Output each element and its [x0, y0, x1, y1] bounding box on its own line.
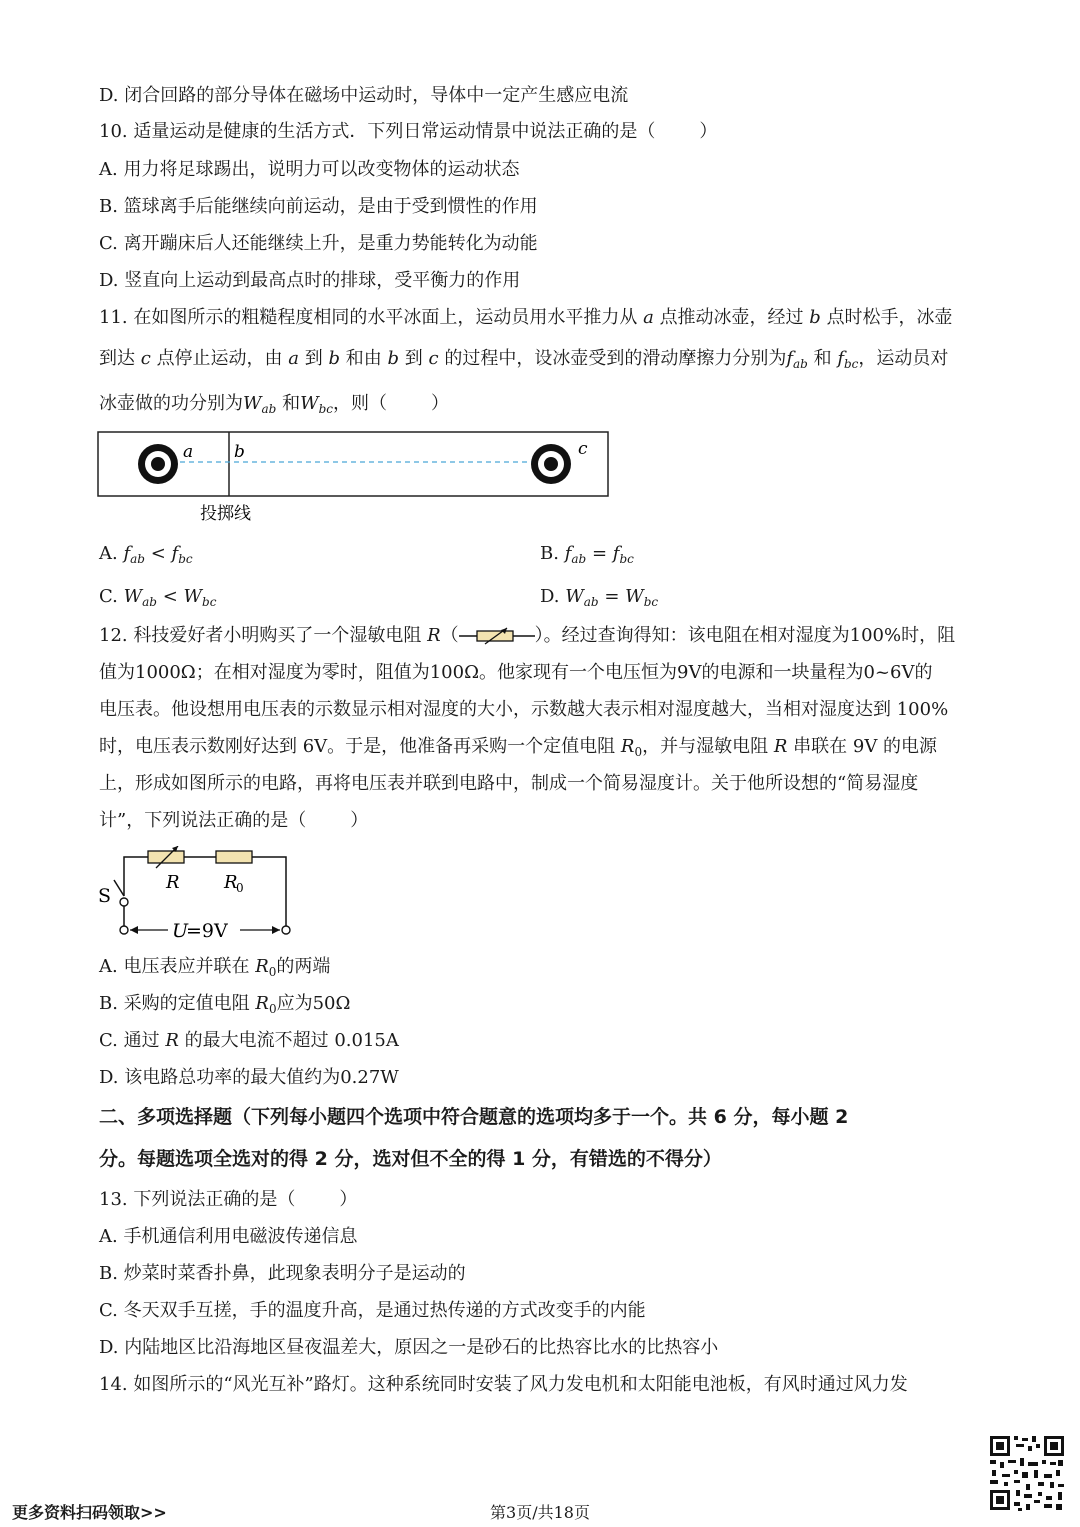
point-c-label: c	[578, 439, 588, 459]
terminal-left	[120, 926, 128, 934]
q11-option-b: B. $f_{ab} = f_{bc}$	[540, 543, 634, 566]
q11-stem-line3: 冰壶做的功分别为$W_{ab}$ 和$W_{bc}$，则（ ）	[99, 393, 450, 416]
q14-stem-line1: 14. 如图所示的“风光互补”路灯。这种系统同时安装了风力发电机和太阳能电池板，有风时通过风力发	[99, 1374, 908, 1395]
q13-stem: 13. 下列说法正确的是（ ）	[99, 1189, 358, 1210]
q12-stem-line2: 值为1000Ω；在相对湿度为零时，阻值为100Ω。他家现有一个电压恒为9V的电源和一块量程为0~6V的	[99, 662, 933, 683]
q13-option-c: C. 冬天双手互搓，手的温度升高，是通过热传递的方式改变手的内能	[99, 1300, 646, 1321]
footer-scan-prompt[interactable]: 更多资料扫码领取>>	[12, 1503, 167, 1522]
circuit-figure	[94, 846, 304, 946]
q11-stem-line2: 到达 c 点停止运动，由 a 到 b 和由 b 到 c 的过程中，设冰壶受到的滑动摩擦力分别为$f_{ab}$ 和 $f_{bc}$，运动员对	[99, 348, 949, 371]
page-number: 第3页/共18页	[490, 1503, 590, 1522]
throwing-line-label: 投掷线	[200, 504, 251, 524]
q12-stem-line3: 电压表。他设想用电压表的示数显示相对湿度的大小，示数越大表示相对湿度越大，当相对湿度达到 100%	[99, 699, 949, 720]
q11-option-c: C. $W_{ab} < W_{bc}$	[99, 586, 217, 609]
q10-option-d: D. 竖直向上运动到最高点时的排球，受平衡力的作用	[99, 270, 521, 291]
q12-stem-line4: 时，电压表示数刚好达到 6V。于是，他准备再采购一个定值电阻 $R_0$，并与湿敏电阻 R 串联在 9V 的电源	[99, 736, 938, 759]
q12-option-c: C. 通过 R 的最大电流不超过 0.015A	[99, 1030, 399, 1051]
q10-stem: 10. 适量运动是健康的生活方式．下列日常运动情景中说法正确的是（ ）	[99, 121, 718, 142]
q13-option-a: A. 手机通信利用电磁波传递信息	[99, 1226, 358, 1247]
resistor-r0-label: R	[224, 872, 238, 893]
q13-option-b: B. 炒菜时菜香扑鼻，此现象表明分子是运动的	[99, 1263, 466, 1284]
switch-label: S	[98, 885, 112, 907]
q10-option-b: B. 篮球离手后能继续向前运动，是由于受到惯性的作用	[99, 196, 538, 217]
curling-stone-c-icon	[531, 444, 571, 484]
fixed-resistor-r0	[216, 851, 252, 863]
point-a-label: a	[183, 442, 194, 462]
q11-option-d: D. $W_{ab} = W_{bc}$	[540, 586, 659, 609]
section2-heading-line1: 二、多项选择题（下列每小题四个选项中符合题意的选项均多于一个。共 6 分，每小题 2	[99, 1106, 849, 1128]
q13-option-d: D. 内陆地区比沿海地区昼夜温差大，原因之一是砂石的比热容比水的比热容小	[99, 1337, 719, 1358]
q12-option-b: B. 采购的定值电阻 $R_0$应为50Ω	[99, 993, 351, 1016]
q9-option-d: D. 闭合回路的部分导体在磁场中运动时，导体中一定产生感应电流	[99, 85, 629, 106]
resistor-r0-subscript: 0	[236, 881, 244, 895]
humidity-resistor-r	[148, 851, 184, 863]
q12-option-d: D. 该电路总功率的最大值约为0.27W	[99, 1067, 399, 1088]
variable-resistor-icon	[459, 627, 535, 645]
curling-figure	[96, 428, 616, 528]
q10-option-a: A. 用力将足球踢出，说明力可以改变物体的运动状态	[99, 159, 520, 180]
curling-stone-a-icon	[138, 444, 178, 484]
voltage-value-label: =9V	[186, 920, 228, 942]
q12-stem-line1: 12. 科技爱好者小明购买了一个湿敏电阻 R（ ）。经过查询得知：该电阻在相对湿度为100%时，阻	[99, 625, 956, 646]
q12-option-a: A. 电压表应并联在 $R_0$的两端	[99, 956, 331, 979]
q10-option-c: C. 离开蹦床后人还能继续上升，是重力势能转化为动能	[99, 233, 538, 254]
q11-stem-line1: 11. 在如图所示的粗糙程度相同的水平冰面上，运动员用水平推力从 a 点推动冰壶，经过 b 点时松手，冰壶	[99, 307, 953, 328]
voltage-u-label: U	[172, 920, 189, 942]
point-b-label: b	[234, 442, 245, 462]
q12-stem-line5: 上，形成如图所示的电路，再将电压表并联到电路中，制成一个简易湿度计。关于他所设想的“简易湿度	[99, 773, 919, 794]
q11-option-a: A. $f_{ab} < f_{bc}$	[99, 543, 193, 566]
q12-stem-line6: 计”，下列说法正确的是（ ）	[99, 810, 369, 831]
section2-heading-line2: 分。每题选项全选对的得 2 分，选对但不全的得 1 分，有错选的不得分）	[99, 1148, 722, 1170]
terminal-right	[282, 926, 290, 934]
switch-s	[114, 880, 124, 896]
resistor-r-label: R	[166, 872, 180, 893]
